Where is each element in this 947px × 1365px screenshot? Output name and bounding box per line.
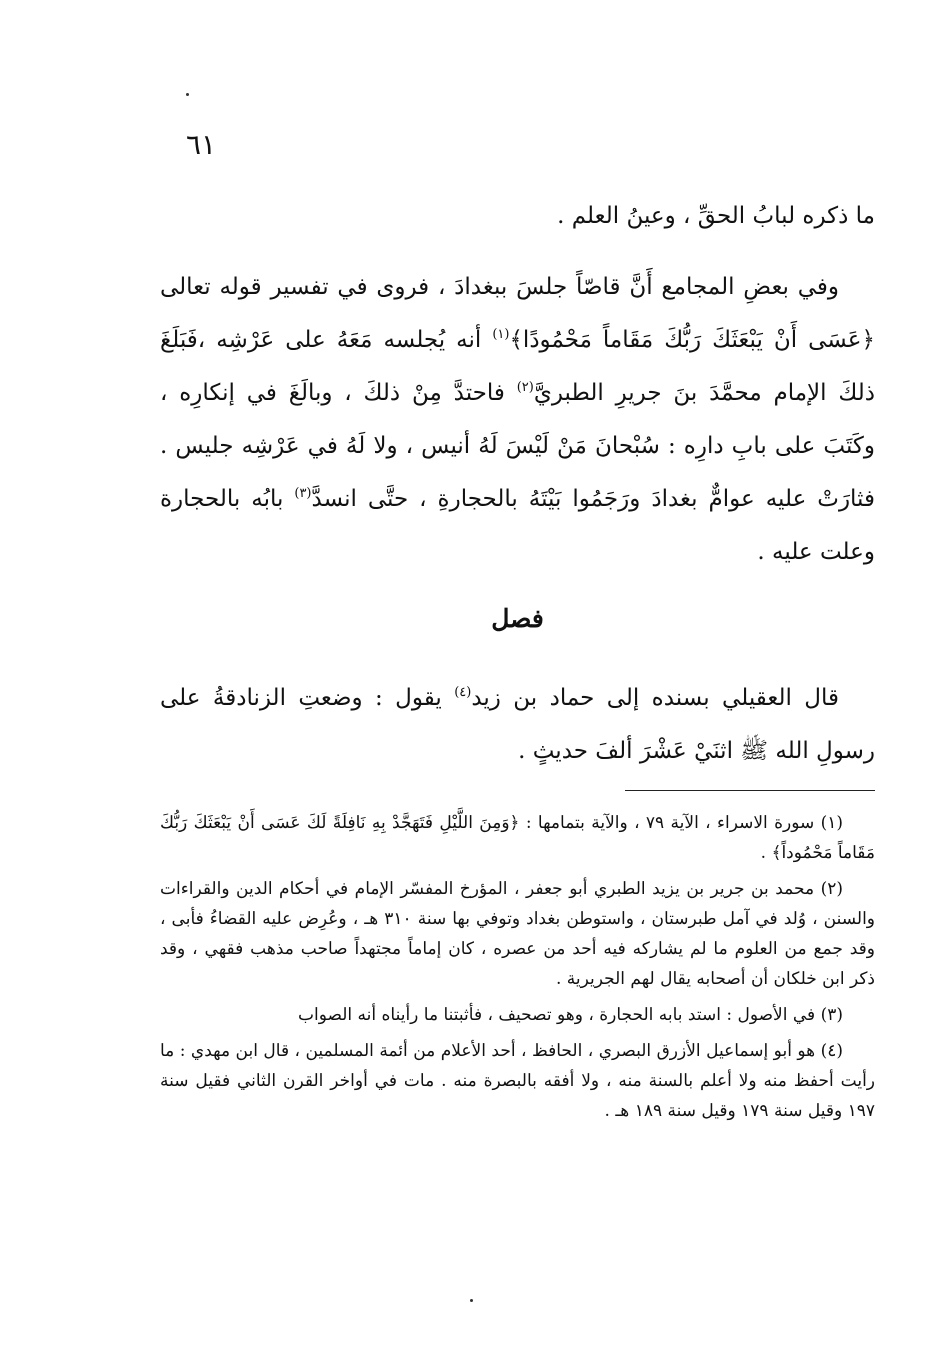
footnote-ref-2: (٢) (516, 380, 534, 395)
paragraph-2-part-c: فاحتدَّ مِنْ ذلكَ ، وبالَغَ في إنكارِه ، وكَتَبَ على بابِ دارِه : سُبْحانَ مَنْ لَيْسَ لَهُ أنيس ، ولا لَهُ في عَرْشِه جليس . فثارَتْ عليه عوامٌّ بغدادَ ورَجَمُوا بَيْتَهُ بالحجارةِ ، حتَّى انسدَّ (160, 380, 875, 512)
paragraph-2 (160, 261, 875, 579)
paragraph-1: ما ذكره لبابُ الحقِّ ، وعينُ العلم . (557, 203, 875, 229)
section-paragraph-part-a: قال العقيلي بسنده إلى حماد بن زيد (471, 685, 839, 711)
page-number: ٦١ (186, 128, 217, 161)
paragraph-2-part-b: أنه يُجلسه مَعَهُ على عَرْشِه ،فَبَلَغَ ذلكَ الإمام محمَّدَ بنَ جريرِ الطبريَّ (160, 327, 876, 406)
section-body (160, 672, 875, 778)
main-text (160, 190, 875, 579)
footnote-separator (625, 790, 875, 791)
section-paragraph-part-b: يقول : وضعتِ الزنادقةُ على رسولِ الله ﷺ اثنَيْ عَشْرَ ألفَ حديثٍ . (160, 685, 875, 764)
footnote-2: (٢) محمد بن جرير بن يزيد الطبري أبو جعفر ، المؤرخ المفسّر الإمام في أحكام الدين والقراءات والسنن ، وُلد في آمل طبرستان ، واستوطن بغداد وتوفي بها سنة ٣١٠ هـ ، وعُرِض عليه القضاءُ فأبى ، وقد جمع من العلوم ما لم يشاركه فيه أحد من عصره ، كان إماماً مجتهداً صاحب مذهب فقهي ، وقد ذكر ابن خلكان أن أصحابه يقال لهم الجريرية . (160, 879, 876, 989)
footnote-ref-1: (١) (492, 327, 510, 342)
footnote-1: (١) سورة الاسراء ، الآية ٧٩ ، والآية بتمامها : ﴿وَمِنَ اللَّيْلِ فَتَهَجَّدْ بِهِ نَافِلَةً لَكَ عَسَى أَنْ يَبْعَثَكَ رَبُّكَ مَقَاماً مَحْمُوداً﴾ . (160, 813, 875, 863)
footnote-ref-4: (٤) (454, 685, 472, 700)
footnote-ref-3: (٣) (294, 486, 312, 501)
footnote-3: (٣) في الأصول : استد بابه الحجارة ، وهو تصحيف ، فأثبتنا ما رأيناه أنه الصواب (297, 1005, 843, 1025)
scan-speck-top (186, 93, 189, 96)
paragraph-gap (160, 243, 875, 261)
footnotes (160, 808, 875, 1132)
paragraph-2-part-a: وفي بعضِ المجامع أَنَّ قاصّاً جلسَ ببغدادَ ، فروى في تفسير قوله تعالى ﴿عَسَى أَنْ يَبْعَثَكَ رَبُّكَ مَقَاماً مَحْمُودًا﴾ (160, 274, 876, 353)
section-title: فصل (491, 604, 544, 633)
paragraph-2-part-d: بابُه بالحجارة وعلت عليه . (160, 486, 875, 565)
footnote-4: (٤) هو أبو إسماعيل الأزرق البصري ، الحافظ ، أحد الأعلام من أئمة المسلمين ، قال ابن مهدي : ما رأيت أحفظ منه ولا أعلم بالسنة منه ، ولا أفقه بالبصرة منه . مات في أواخر القرن الثاني فقيل سنة ١٩٧ وقيل سنة ١٧٩ وقيل سنة ١٨٩ هـ . (160, 1041, 875, 1121)
scan-speck-bottom (470, 1299, 473, 1302)
section-paragraph (160, 672, 875, 778)
